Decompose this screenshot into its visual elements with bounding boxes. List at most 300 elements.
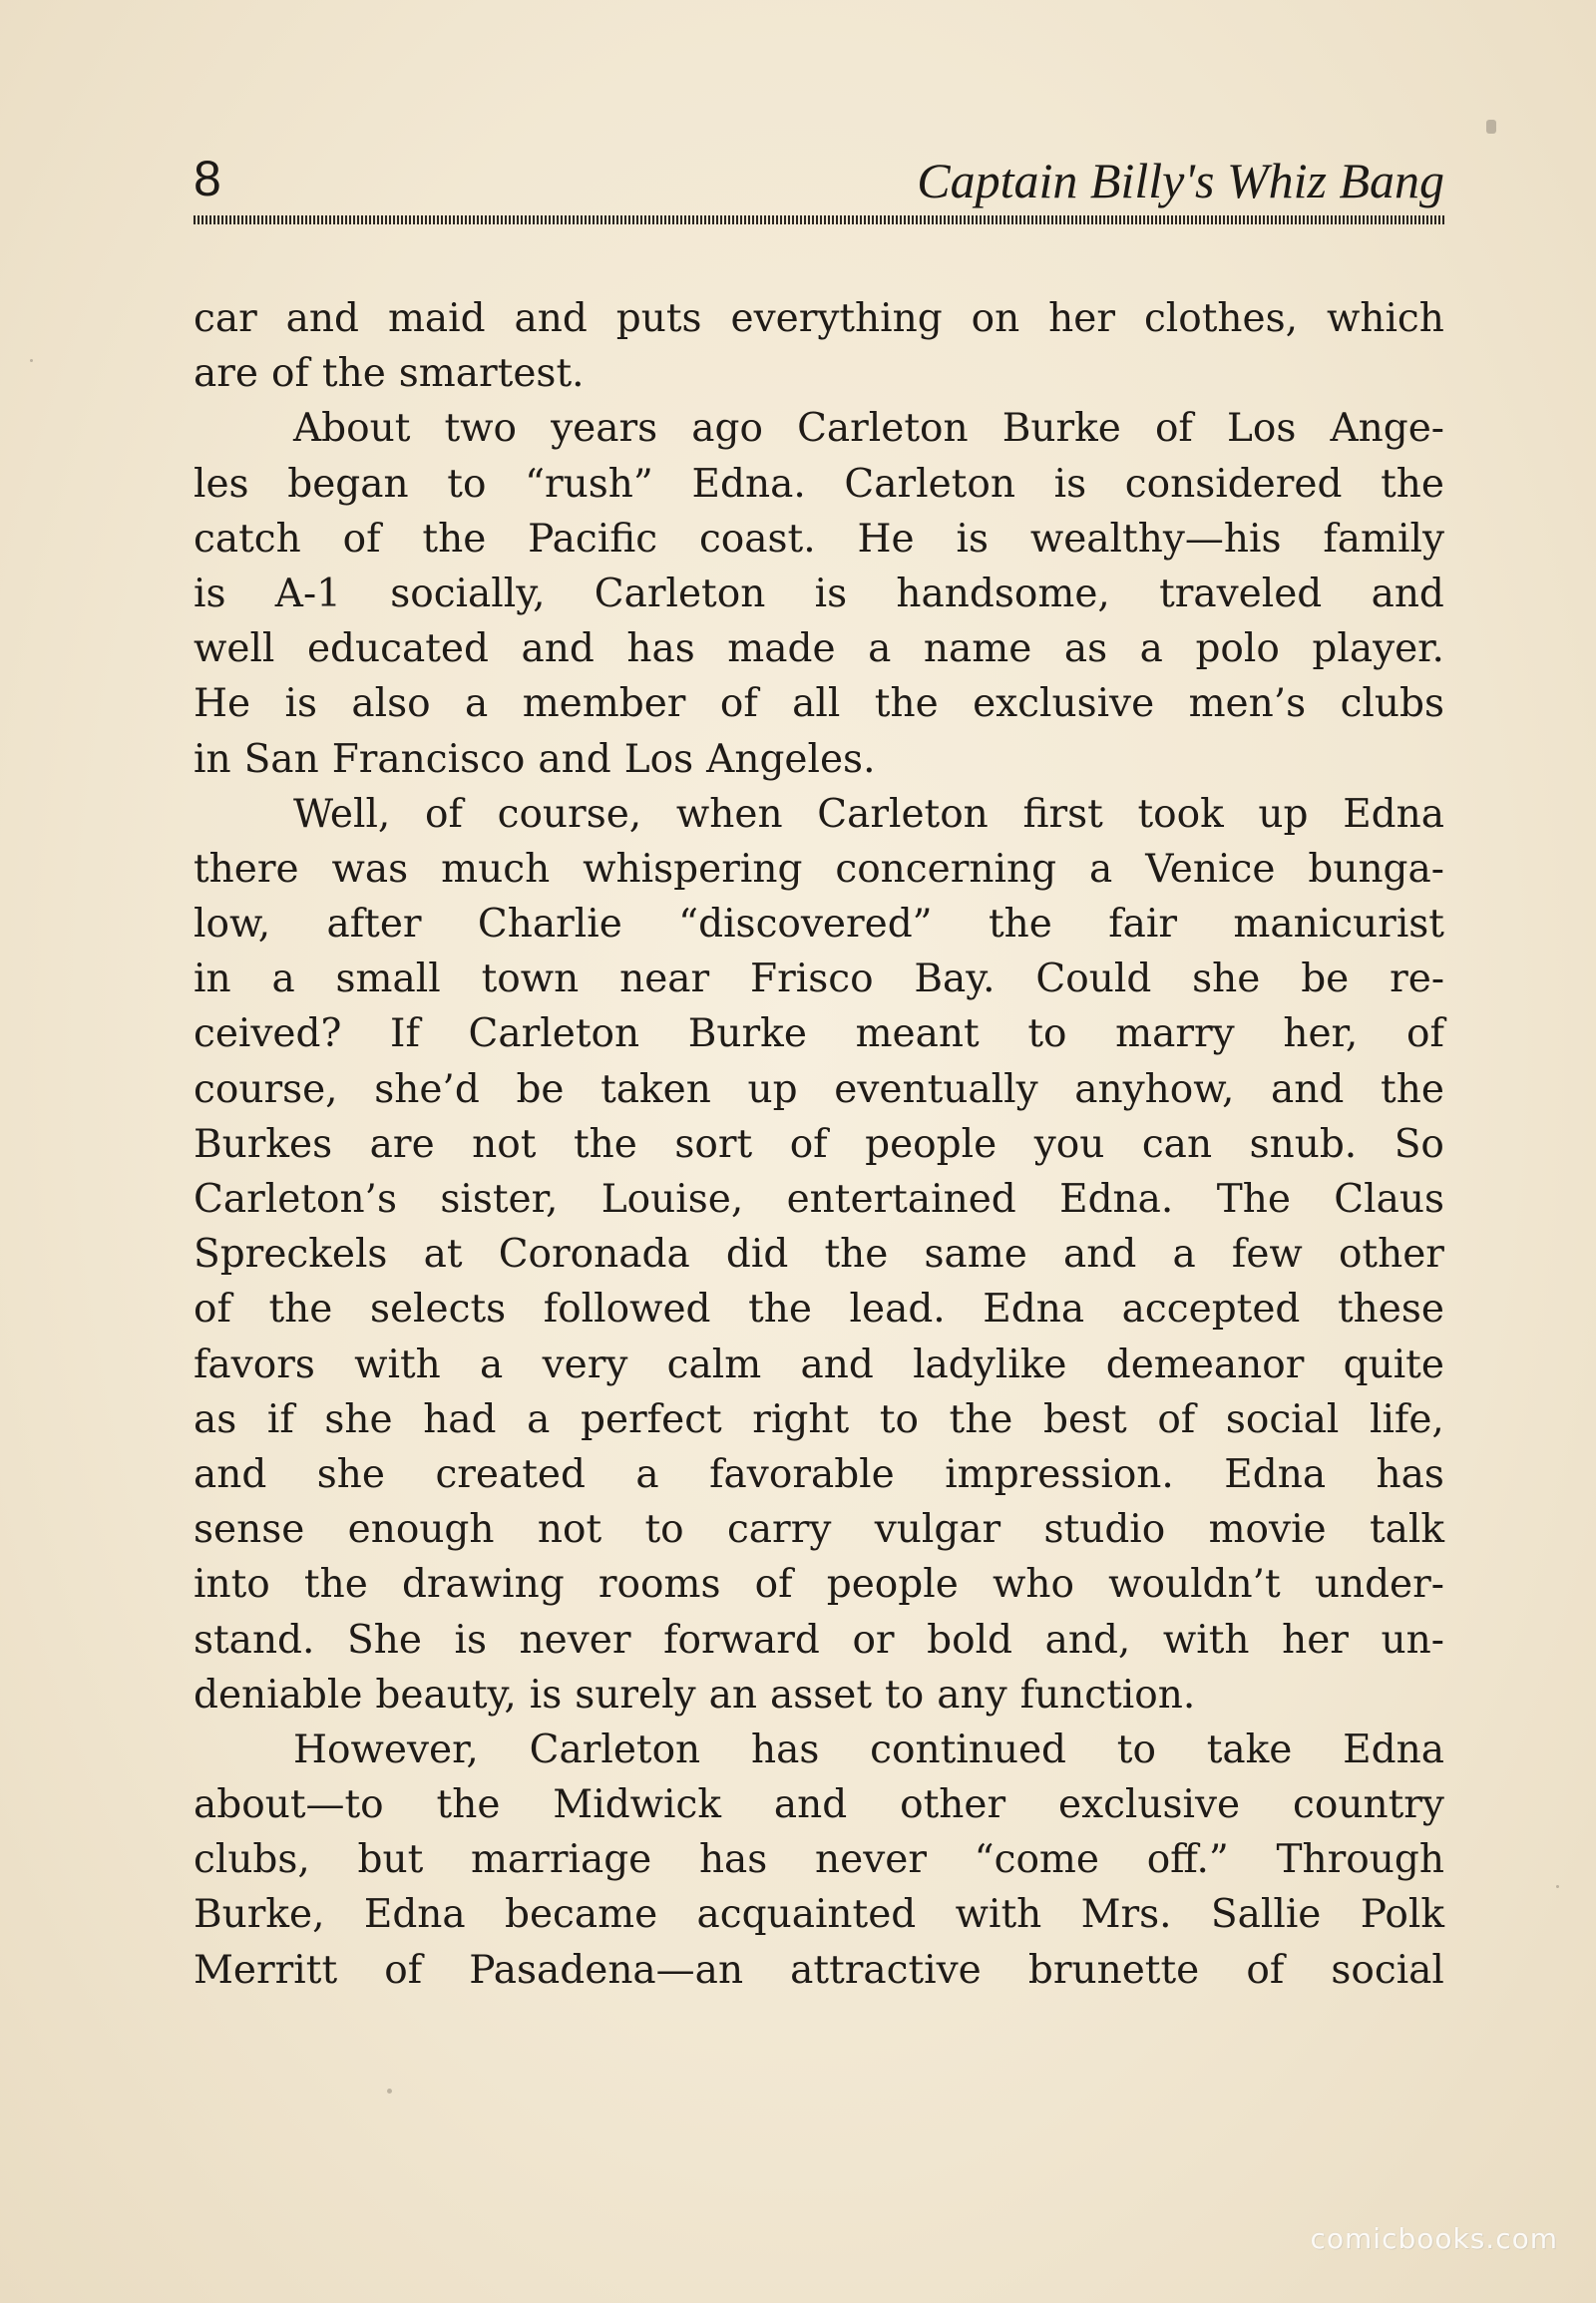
word: an [708, 1672, 757, 1718]
word: began [287, 461, 409, 507]
word: vulgar [874, 1507, 1001, 1553]
word: “rush” [525, 461, 653, 507]
word: Edna. [691, 461, 806, 507]
text-line [194, 676, 1444, 731]
word: Merritt [194, 1947, 338, 1993]
text-line [194, 1887, 1444, 1942]
word: not [472, 1121, 537, 1167]
word: if [266, 1396, 294, 1442]
word: well [194, 626, 275, 672]
word: and [285, 296, 360, 341]
paper-speck [1486, 120, 1496, 134]
word: lead. [849, 1287, 946, 1333]
word: are [194, 351, 258, 397]
word: very [542, 1342, 628, 1387]
word: rooms [598, 1562, 721, 1608]
word: talk [1369, 1507, 1444, 1553]
word: fair [1108, 902, 1178, 948]
word: quite [1343, 1342, 1444, 1387]
text-line [194, 1227, 1444, 1282]
word: Carleton [529, 1727, 701, 1772]
word: However, [293, 1727, 479, 1772]
word: Coronada [498, 1232, 690, 1278]
word: and [521, 626, 595, 672]
word: same [924, 1232, 1027, 1278]
word: and [1371, 571, 1444, 616]
word: are [369, 1121, 435, 1167]
word: Pasadena—an [469, 1947, 744, 1993]
word: did [725, 1232, 789, 1278]
word: and [773, 1782, 848, 1828]
text-line [194, 952, 1444, 1006]
word: has [1376, 1451, 1444, 1497]
word: attractive [790, 1947, 982, 1993]
word: there [194, 846, 299, 892]
word: Midwick [553, 1782, 721, 1828]
text-line [194, 567, 1444, 621]
word: is [284, 681, 317, 727]
word: all [792, 681, 841, 727]
word: name [923, 626, 1032, 672]
word: snub. [1249, 1121, 1358, 1167]
text-line [194, 897, 1444, 952]
header-rule [194, 215, 1444, 224]
word: Charlie [477, 902, 622, 948]
word: up [747, 1066, 798, 1112]
word: considered [1124, 461, 1343, 507]
word: the [748, 1287, 812, 1333]
word: educated [306, 626, 489, 672]
word: on [971, 296, 1020, 341]
word: a [1139, 626, 1163, 672]
word: which [1326, 296, 1444, 341]
word: Burke [687, 1011, 807, 1057]
word: brunette [1027, 1947, 1200, 1993]
word: of [342, 516, 381, 562]
word: social [1331, 1947, 1444, 1993]
word: exclusive [973, 681, 1155, 727]
word: anyhow, [1074, 1066, 1235, 1112]
word: family [1323, 516, 1444, 562]
word: the [1381, 461, 1444, 507]
word: beauty, [375, 1672, 517, 1718]
word: calm [666, 1342, 762, 1387]
word: Edna [1224, 1451, 1327, 1497]
word: player. [1312, 626, 1444, 672]
word: had [423, 1396, 497, 1442]
word: manicurist [1233, 902, 1444, 948]
word: The [1216, 1177, 1291, 1222]
word: smartest. [398, 351, 585, 397]
word: took [1137, 791, 1224, 837]
word: a [527, 1396, 551, 1442]
word: favors [194, 1342, 315, 1387]
word: bold [927, 1617, 1013, 1663]
word: About [293, 406, 411, 452]
word: in [194, 736, 231, 782]
word: to [644, 1507, 684, 1553]
text-line [194, 1668, 1444, 1723]
word: but [357, 1837, 424, 1883]
word: Claus [1334, 1177, 1444, 1222]
word: the [573, 1121, 637, 1167]
word: when [675, 791, 783, 837]
word: be [1301, 957, 1350, 1002]
word: other [900, 1782, 1006, 1828]
word: surely [575, 1672, 696, 1718]
word: and [1062, 1232, 1137, 1278]
word: Sallie [1210, 1892, 1322, 1938]
word: Frisco [750, 957, 874, 1002]
running-title: Captain Billy's Whiz Bang [917, 153, 1444, 208]
word: demeanor [1105, 1342, 1305, 1387]
word: into [194, 1562, 270, 1608]
word: of [1246, 1947, 1285, 1993]
word: Edna [1343, 791, 1444, 837]
word: deniable [194, 1672, 363, 1718]
word: impression. [945, 1451, 1174, 1497]
word: under- [1314, 1562, 1444, 1608]
word: Edna [363, 1892, 466, 1938]
word: her [1282, 1617, 1349, 1663]
word: If [390, 1011, 420, 1057]
word: whispering [583, 846, 803, 892]
word: men’s [1188, 681, 1307, 727]
word: socially, [390, 571, 546, 616]
word: Edna [1343, 1727, 1444, 1772]
word: stand. [194, 1617, 315, 1663]
word: perfect [580, 1396, 722, 1442]
word: Ange- [1330, 406, 1444, 452]
text-line [194, 457, 1444, 512]
text-line [194, 842, 1444, 897]
word: about—to [194, 1782, 384, 1828]
word: entertained [786, 1177, 1016, 1222]
word: other [1338, 1232, 1444, 1278]
word: course, [497, 791, 642, 837]
word: she’d [374, 1066, 480, 1112]
word: a [635, 1451, 659, 1497]
word: at [423, 1232, 463, 1278]
text-line [194, 1447, 1444, 1502]
word: people [826, 1562, 959, 1608]
word: puts [615, 296, 702, 341]
word: to [1116, 1727, 1156, 1772]
word: ago [691, 406, 763, 452]
word: Edna. [1059, 1177, 1174, 1222]
word: meant [855, 1011, 980, 1057]
word: is [1053, 461, 1087, 507]
word: the [268, 1287, 333, 1333]
text-line [194, 1282, 1444, 1337]
word: she [324, 1396, 393, 1442]
word: Francisco [331, 736, 526, 782]
word: Mrs. [1080, 1892, 1172, 1938]
word: re- [1390, 957, 1444, 1002]
word: you [1033, 1121, 1105, 1167]
word: best [1042, 1396, 1127, 1442]
word: with [955, 1892, 1042, 1938]
word: marry [1115, 1011, 1235, 1057]
word: and [194, 1451, 267, 1497]
text-line [194, 1117, 1444, 1172]
word: Los [623, 736, 694, 782]
word: Burkes [194, 1121, 333, 1167]
word: take [1206, 1727, 1293, 1772]
word: course, [194, 1066, 338, 1112]
text-line [194, 1723, 1444, 1777]
word: Los [1226, 406, 1297, 452]
word: Burke [1001, 406, 1121, 452]
word: Bay. [914, 957, 996, 1002]
word: continued [870, 1727, 1066, 1772]
watermark: comicbooks.com [1310, 2222, 1558, 2255]
word: of [1154, 406, 1193, 452]
word: wouldn’t [1108, 1562, 1281, 1608]
word: the [436, 1782, 501, 1828]
word: after [326, 902, 422, 948]
word: maid [387, 296, 486, 341]
word: Carleton [844, 461, 1015, 507]
word: and [1271, 1066, 1345, 1112]
word: of [194, 1287, 231, 1333]
word: exclusive [1058, 1782, 1241, 1828]
word: is [814, 571, 848, 616]
word: low, [194, 902, 271, 948]
word: catch [194, 516, 301, 562]
word: of [754, 1562, 793, 1608]
word: made [727, 626, 836, 672]
word: she [1192, 957, 1261, 1002]
word: San [243, 736, 319, 782]
paper-speck [1556, 1885, 1559, 1888]
word: has [698, 1837, 768, 1883]
word: Could [1035, 957, 1152, 1002]
word: has [750, 1727, 820, 1772]
word: sort [674, 1121, 753, 1167]
word: clothes, [1143, 296, 1299, 341]
word: ceived? [194, 1011, 342, 1057]
word: polo [1195, 626, 1280, 672]
word: clubs [1340, 681, 1444, 727]
word: Carleton [468, 1011, 640, 1057]
text-line [194, 401, 1444, 456]
word: much [441, 846, 551, 892]
word: life, [1369, 1396, 1444, 1442]
word: Carleton [594, 571, 766, 616]
word: of [384, 1947, 423, 1993]
word: drawing [401, 1562, 565, 1608]
text-line [194, 1502, 1444, 1557]
text-line [194, 621, 1444, 676]
word: “come [974, 1837, 1099, 1883]
word: sister, [440, 1177, 559, 1222]
word: is [194, 571, 226, 616]
word: enough [347, 1507, 495, 1553]
word: these [1337, 1287, 1444, 1333]
word: Polk [1360, 1892, 1444, 1938]
text-line [194, 1943, 1444, 1998]
word: she [316, 1451, 385, 1497]
word: up [1258, 791, 1309, 837]
word: Carleton [817, 791, 989, 837]
word: near [619, 957, 710, 1002]
word: with [1162, 1617, 1250, 1663]
text-line [194, 1392, 1444, 1447]
word: of [1405, 1011, 1444, 1057]
word: car [194, 296, 257, 341]
text-line [194, 1338, 1444, 1392]
word: her, [1283, 1011, 1359, 1057]
word: Through [1276, 1837, 1444, 1883]
word: So [1394, 1121, 1444, 1167]
word: acquainted [696, 1892, 917, 1938]
word: of [719, 681, 758, 727]
word: He [857, 516, 915, 562]
text-line [194, 1172, 1444, 1227]
word: can [1141, 1121, 1213, 1167]
word: never [519, 1617, 631, 1663]
word: to [447, 461, 487, 507]
text-line [194, 1832, 1444, 1887]
word: few [1231, 1232, 1303, 1278]
word: has [626, 626, 695, 672]
word: is [529, 1672, 563, 1718]
text-line [194, 1557, 1444, 1612]
text-line [194, 1613, 1444, 1668]
word: les [194, 461, 249, 507]
word: town [481, 957, 580, 1002]
word: also [351, 681, 431, 727]
word: to [885, 1672, 925, 1718]
word: Burke, [194, 1892, 325, 1938]
word: Venice [1145, 846, 1276, 892]
word: bunga- [1308, 846, 1444, 892]
word: and, [1044, 1617, 1131, 1663]
word: Louise, [600, 1177, 744, 1222]
word: of [425, 791, 463, 837]
word: selects [369, 1287, 507, 1333]
article-body [194, 291, 1444, 1998]
word: a [480, 1342, 504, 1387]
word: asset [770, 1672, 873, 1718]
text-line [194, 732, 1444, 787]
word: followed [543, 1287, 711, 1333]
word: movie [1208, 1507, 1327, 1553]
word: people [865, 1121, 998, 1167]
word: and [514, 296, 588, 341]
word: Carleton’s [194, 1177, 397, 1222]
word: She [346, 1617, 422, 1663]
paper-speck [30, 359, 33, 362]
word: He [194, 681, 251, 727]
word: taken [600, 1066, 711, 1112]
text-line [194, 512, 1444, 567]
word: her [1048, 296, 1116, 341]
word: “discovered” [678, 902, 933, 948]
word: the [988, 902, 1052, 948]
word: small [335, 957, 441, 1002]
word: forward [663, 1617, 820, 1663]
word: A-1 [274, 571, 341, 616]
word: two [444, 406, 518, 452]
text-line [194, 787, 1444, 842]
word: marriage [470, 1837, 652, 1883]
word: coast. [698, 516, 816, 562]
word: member [522, 681, 686, 727]
word: to [879, 1396, 919, 1442]
word: handsome, [896, 571, 1110, 616]
word: the [1381, 1066, 1444, 1112]
text-line [194, 1062, 1444, 1117]
word: carry [726, 1507, 832, 1553]
word: a [1172, 1232, 1196, 1278]
word: ladylike [913, 1342, 1067, 1387]
page-number: 8 [194, 151, 221, 206]
word: not [537, 1507, 602, 1553]
text-line [194, 1006, 1444, 1061]
word: concerning [835, 846, 1057, 892]
word: years [551, 406, 658, 452]
word: off.” [1146, 1837, 1229, 1883]
word: wealthy—his [1029, 516, 1282, 562]
word: studio [1043, 1507, 1166, 1553]
word: everything [730, 296, 943, 341]
word: traveled [1159, 571, 1323, 616]
word: right [752, 1396, 850, 1442]
word: as [194, 1396, 237, 1442]
word: became [505, 1892, 658, 1938]
paper-speck [387, 2089, 392, 2094]
word: Carleton [797, 406, 969, 452]
text-line [194, 1777, 1444, 1832]
word: the [321, 351, 386, 397]
word: the [303, 1562, 368, 1608]
word: first [1022, 791, 1103, 837]
word: a [868, 626, 892, 672]
word: country [1293, 1782, 1444, 1828]
word: of [1157, 1396, 1196, 1442]
word: in [194, 957, 231, 1002]
word: as [1063, 626, 1108, 672]
word: favorable [709, 1451, 895, 1497]
word: eventually [834, 1066, 1038, 1112]
word: social [1225, 1396, 1340, 1442]
word: Well, [293, 791, 391, 837]
word: any [937, 1672, 1007, 1718]
word: sense [194, 1507, 305, 1553]
word: created [435, 1451, 586, 1497]
word: of [270, 351, 309, 397]
word: is [454, 1617, 487, 1663]
word: the [824, 1232, 889, 1278]
word: a [1089, 846, 1113, 892]
text-line [194, 291, 1444, 346]
word: was [331, 846, 409, 892]
word: Angeles. [706, 736, 876, 782]
word: function. [1019, 1672, 1196, 1718]
word: with [354, 1342, 441, 1387]
word: never [815, 1837, 927, 1883]
word: be [516, 1066, 565, 1112]
word: Spreckels [194, 1232, 388, 1278]
word: or [852, 1617, 895, 1663]
page-header [194, 150, 1444, 219]
word: and [800, 1342, 874, 1387]
word: the [949, 1396, 1013, 1442]
text-line [194, 346, 1444, 401]
word: Pacific [528, 516, 658, 562]
